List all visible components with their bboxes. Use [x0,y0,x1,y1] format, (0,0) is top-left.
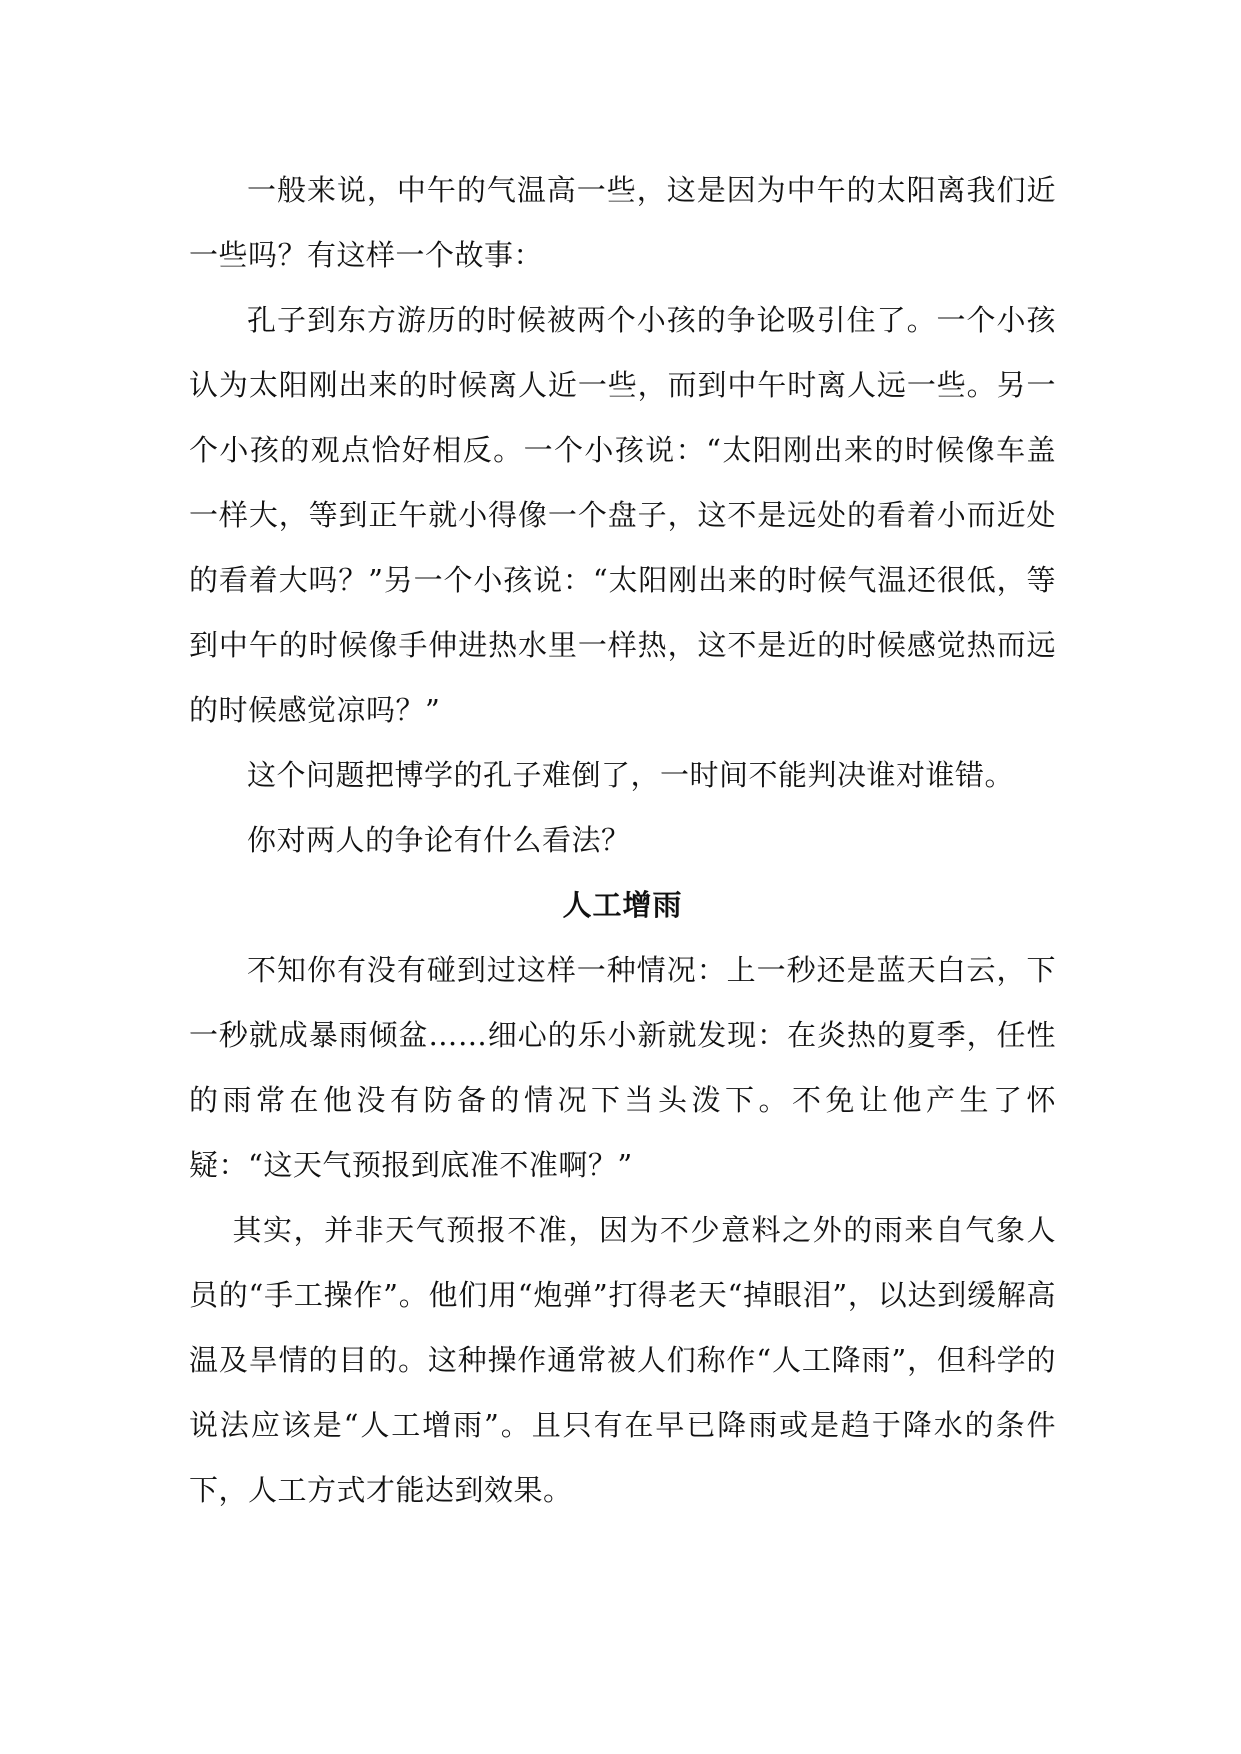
document-page [189,158,1056,1523]
section-title: 人工增雨 [562,888,683,922]
conclusion-paragraph: 这个问题把博学的孔子难倒了，一时间不能判决谁对谁错。 [247,758,1015,792]
intro-paragraph: 一般来说，中午的气温高一些，这是因为中午的太阳离我们近一些吗？有这样一个故事： [189,173,1056,272]
story-paragraph: 孔子到东方游历的时候被两个小孩的争论吸引住了。一个小孩认为太阳刚出来的时候离人近一些，而到中午时离人远一些。另一个小孩的观点恰好相反。一个小孩说：“太阳刚出来的时候像车盖一样大，等到正午就小得像一个盘子，这不是远处的看着小而近处的看着大吗？”另一个小孩说：“太阳刚出来的时候气温还很低，等到中午的时候像手伸进热水里一样热，这不是近的时候感觉热而远的时候感觉凉吗？” [189,303,1056,727]
rain-paragraph-2: 其实，并非天气预报不准，因为不少意料之外的雨来自气象人员的“手工操作”。他们用“炮弹”打得老天“掉眼泪”，以达到缓解高温及旱情的目的。这种操作通常被人们称作“人工降雨”，但科学的说法应该是“人工增雨”。且只有在早已降雨或是趋于降水的条件下，人工方式才能达到效果。 [189,1213,1056,1507]
question-paragraph: 你对两人的争论有什么看法？ [247,823,631,857]
rain-paragraph-1: 不知你有没有碰到过这样一种情况：上一秒还是蓝天白云，下一秒就成暴雨倾盆……细心的乐小新就发现：在炎热的夏季，任性的雨常在他没有防备的情况下当头泼下。不免让他产生了怀疑：“这天气预报到底准不准啊？” [189,953,1056,1182]
